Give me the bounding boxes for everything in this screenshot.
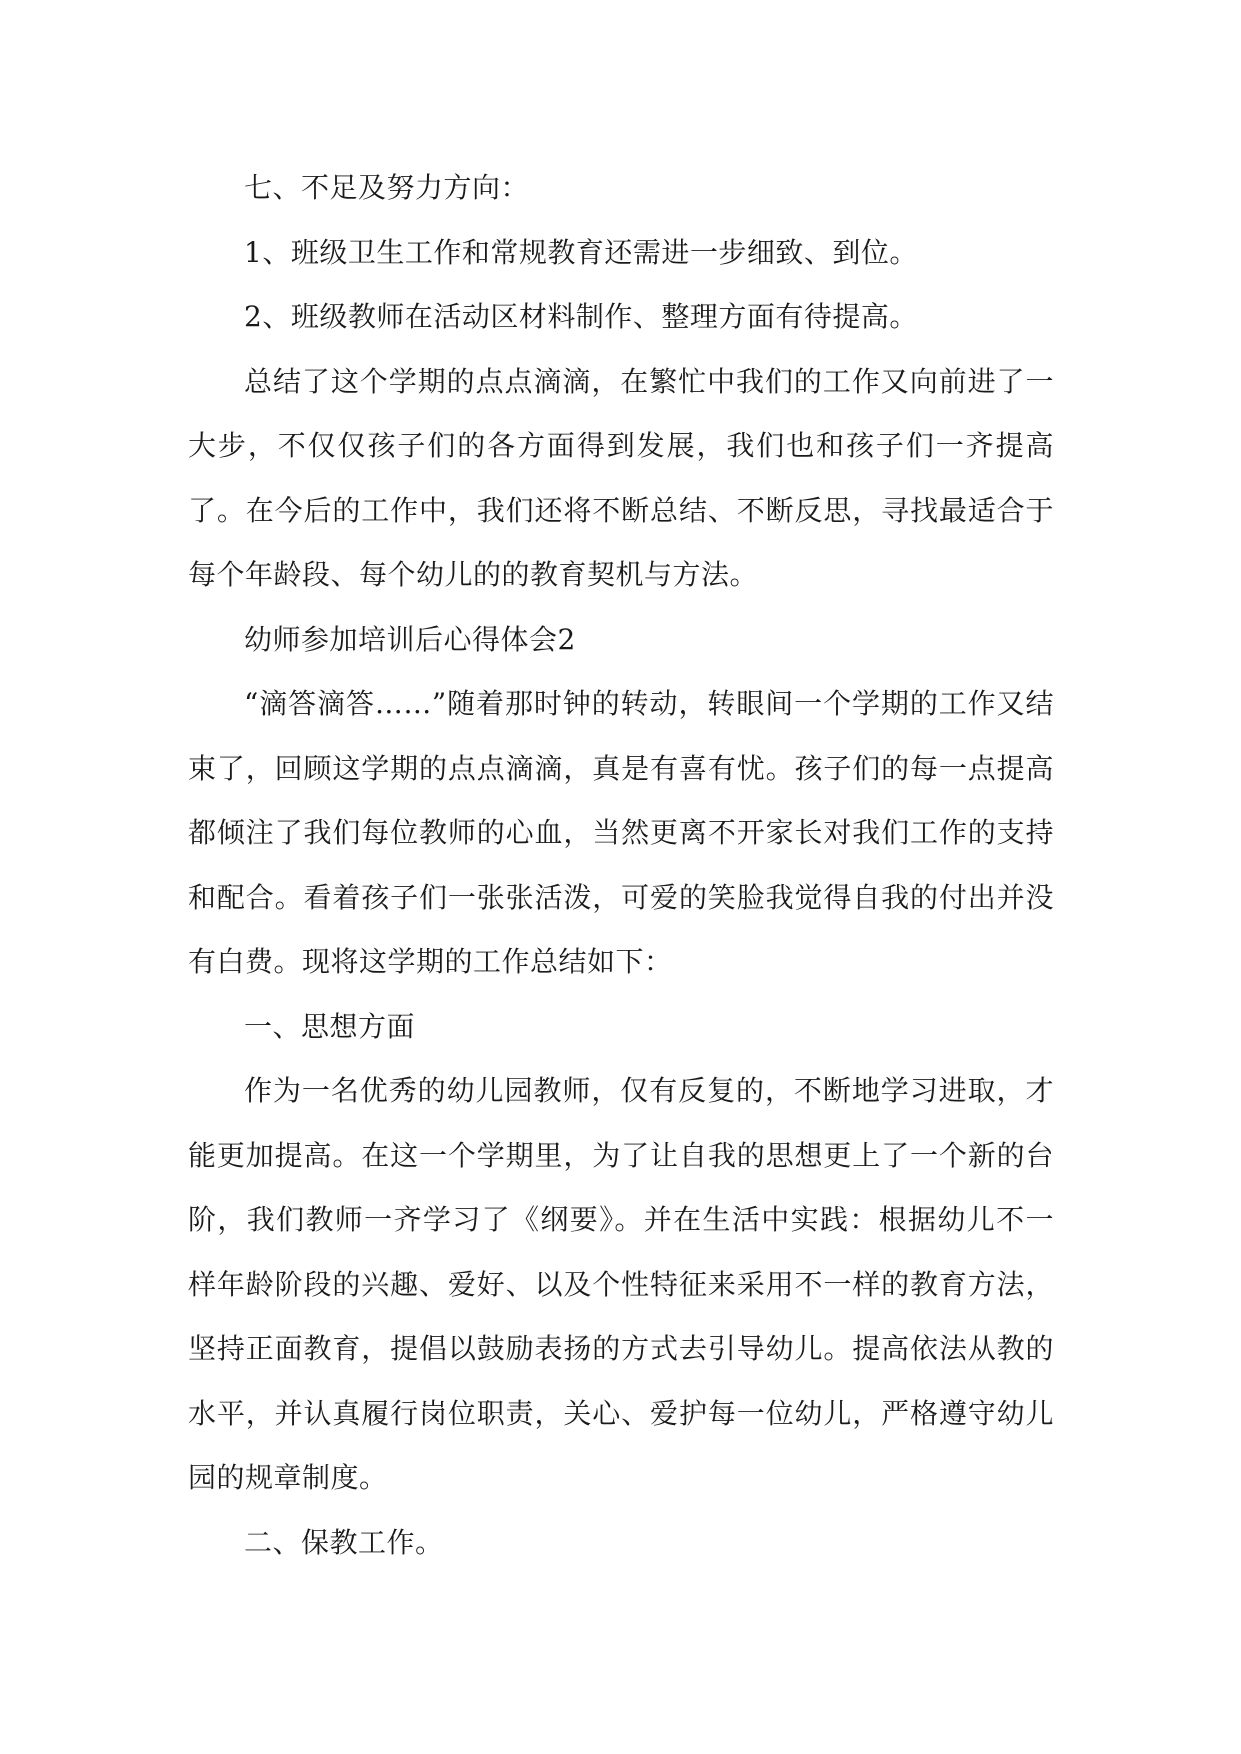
heading-care-education: 二、保教工作。	[244, 1525, 444, 1559]
heading-shortcomings: 七、不足及努力方向：	[244, 171, 530, 204]
intro-paragraph: “滴答滴答……”随着那时钟的转动，转眼间一个学期的工作又结束了，回顾这学期的点点滴滴，真是有喜有忧。孩子们的每一点提高都倾注了我们每位教师的心血，当然更离不开家长对我们工作的支持和配合。看着孩子们一张张活泼，可爱的笑脸我觉得自我的付出并没有白费。现将这学期的工作总结如下：	[188, 687, 1054, 978]
thought-paragraph: 作为一名优秀的幼儿园教师，仅有反复的，不断地学习进取，才能更加提高。在这一个学期里，为了让自我的思想更上了一个新的台阶，我们教师一齐学习了《纲要》。并在生活中实践：根据幼儿不一样年龄阶段的兴趣、爱好、以及个性特征来采用不一样的教育方法，坚持正面教育，提倡以鼓励表扬的方式去引导幼儿。提高依法从教的水平，并认真履行岗位职责，关心、爱护每一位幼儿，严格遵守幼儿园的规章制度。	[188, 1074, 1054, 1494]
list-item: 2、班级教师在活动区材料制作、整理方面有待提高。	[244, 300, 918, 333]
document-body	[188, 156, 1054, 1575]
summary-paragraph: 总结了这个学期的点点滴滴，在繁忙中我们的工作又向前进了一大步，不仅仅孩子们的各方面得到发展，我们也和孩子们一齐提高了。在今后的工作中，我们还将不断总结、不断反思，寻找最适合于每个年龄段、每个幼儿的的教育契机与方法。	[188, 364, 1054, 591]
section-title: 幼师参加培训后心得体会2	[244, 622, 576, 656]
list-item: 1、班级卫生工作和常规教育还需进一步细致、到位。	[244, 235, 918, 269]
heading-thought: 一、思想方面	[244, 1009, 416, 1043]
